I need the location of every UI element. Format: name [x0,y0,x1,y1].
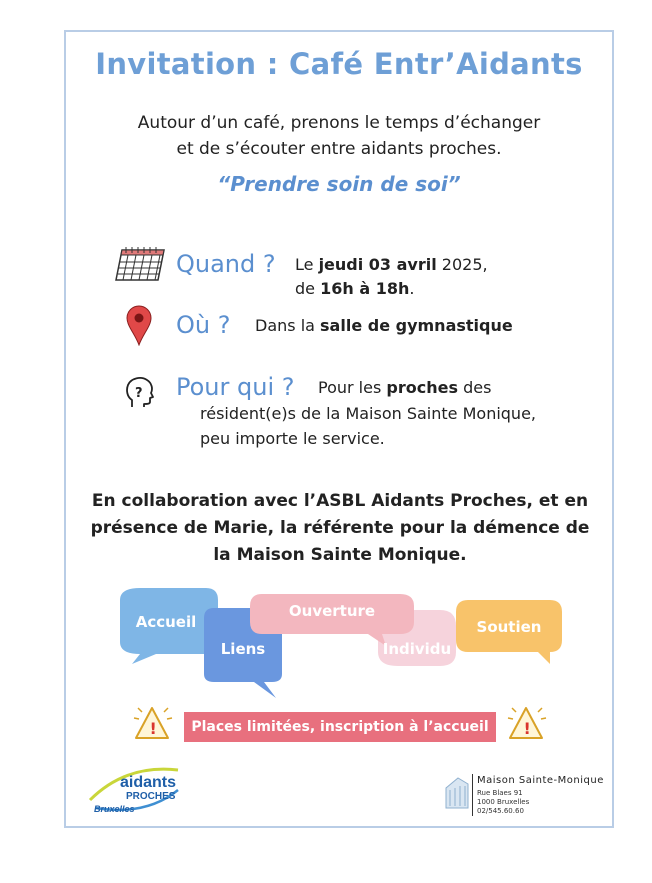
logo-line-2: PROCHES [126,791,176,802]
aidants-proches-logo [86,760,186,816]
bubble-ouverture-label: Ouverture [288,602,376,620]
who-line-3: peu importe le service. [200,429,385,448]
footer-divider [472,774,473,816]
where-label: Où ? [176,311,231,339]
bubble-liens-label: Liens [220,640,266,658]
location-pin-icon [125,304,153,346]
warning-left-icon [132,702,176,742]
when-line-1 [295,253,488,277]
who-bold: proches [386,378,458,397]
logo-line-1: aidants [120,774,177,791]
when-date: jeudi 03 avril [318,255,437,274]
collab-line-2: présence de Marie, la référente pour la démence de [90,518,590,538]
intro-line-2: et de s’écouter entre aidants proches. [176,139,502,159]
svg-text:?: ? [135,386,143,401]
collab-line-1: En collaboration avec l’ASBL Aidants Proches, et en [91,491,589,511]
registration-banner: Places limitées, inscription à l’accueil [184,712,496,742]
when-time-suffix: . [409,279,415,298]
who-suffix: des [457,378,492,397]
bubble-soutien-label: Soutien [476,618,542,636]
maison-name: Maison Sainte-Monique [477,775,604,786]
when-year: 2025, [436,255,488,274]
svg-text:!: ! [523,719,531,738]
bubble-individu-label: Individu [382,640,452,658]
where-place: salle de gymnastique [320,316,513,335]
who-line-2: résident(e)s de la Maison Sainte Monique, [200,404,536,423]
when-time-prefix: de [295,279,321,298]
page-title: Invitation : Café Entr’Aidants [95,47,583,81]
maison-phone: 02/545.60.60 [477,807,524,815]
svg-text:!: ! [149,719,157,738]
collaboration-text [70,488,610,569]
maison-building-icon [444,774,470,810]
calendar-icon [114,244,168,284]
intro-text [64,110,614,162]
logo-line-3: Bruxelles [94,804,135,814]
who-prefix: Pour les [318,378,387,397]
who-label: Pour qui ? [176,373,295,401]
maison-city: 1000 Bruxelles [477,798,530,806]
where-text [255,314,513,338]
quote: “Prendre soin de soi” [217,172,461,196]
collab-line-3: la Maison Sainte Monique. [213,545,467,565]
warning-right-icon [504,702,552,742]
maison-street: Rue Blaes 91 [477,789,523,797]
who-line-1 [318,376,491,400]
when-prefix: Le [295,255,319,274]
intro-line-1: Autour d’un café, prenons le temps d’échanger [137,113,541,133]
when-time: 16h à 18h [320,279,410,298]
head-question-icon [124,375,156,409]
when-line-2 [295,277,488,301]
when-label: Quand ? [176,250,276,278]
bubble-accueil-label: Accueil [135,613,197,631]
when-text [295,253,488,301]
where-prefix: Dans la [255,316,321,335]
